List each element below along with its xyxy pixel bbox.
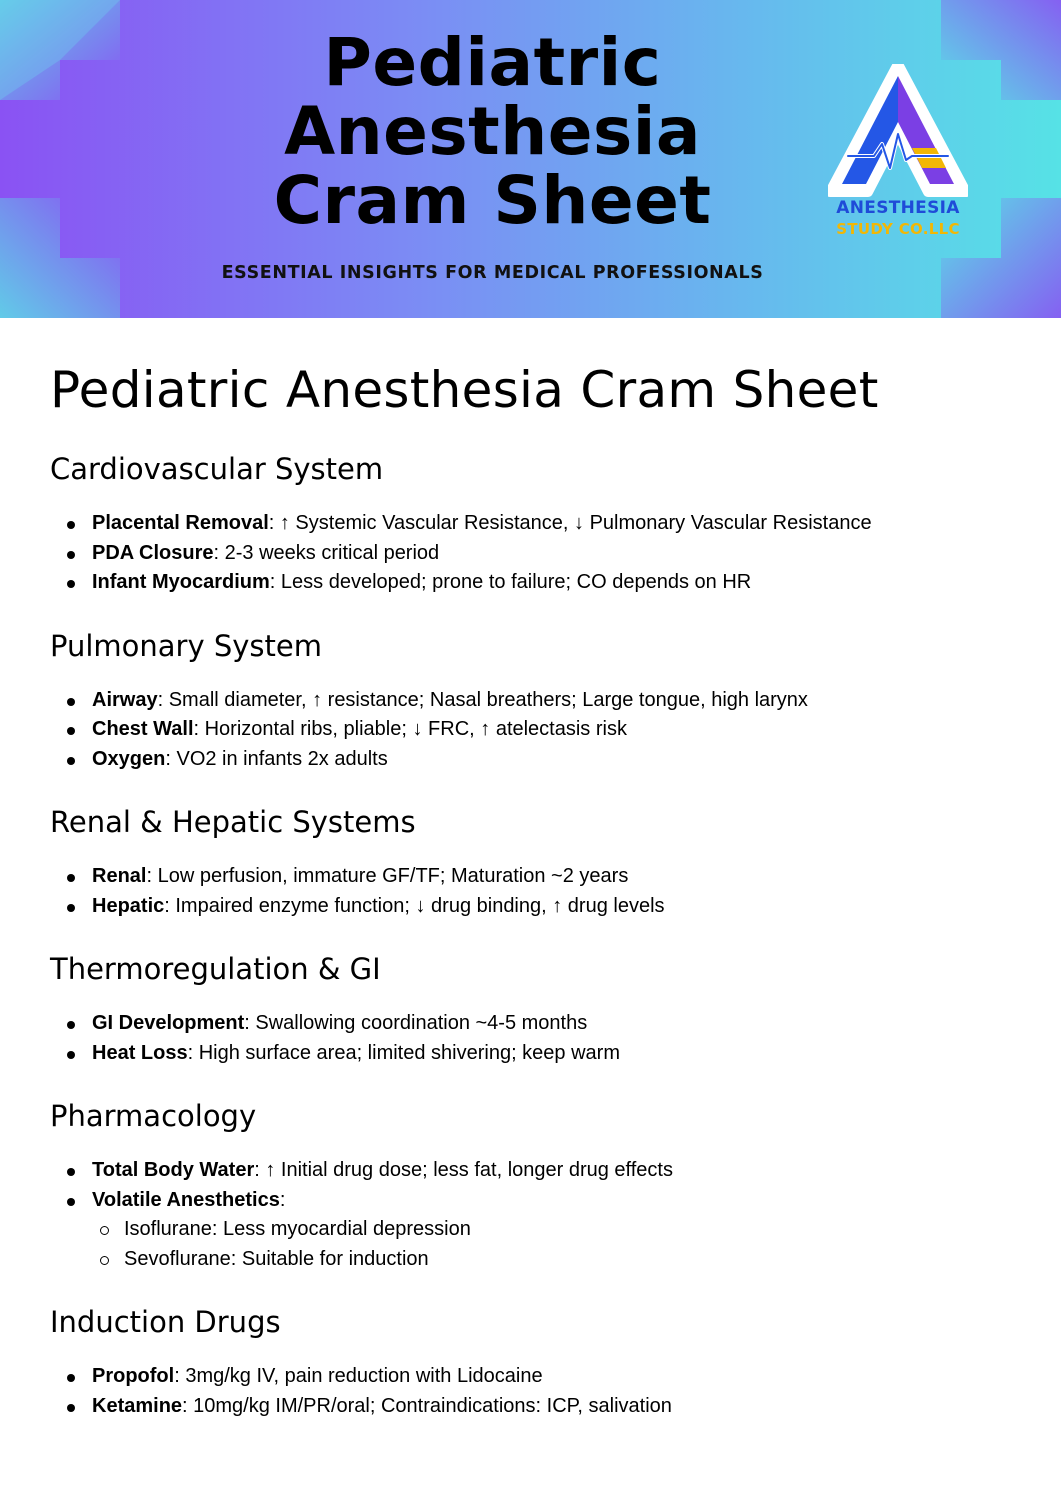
item-text: : Small diameter, ↑ resistance; Nasal breathers; Large tongue, high larynx — [157, 688, 808, 711]
list-item — [50, 862, 1030, 892]
item-term: Chest Wall — [92, 718, 194, 740]
bullet-list — [50, 686, 1030, 775]
item-text: : High surface area; limited shivering; keep warm — [187, 1041, 620, 1064]
item-text: : Less developed; prone to failure; CO depends on HR — [269, 571, 752, 593]
list-item — [50, 1392, 1030, 1422]
item-term: Hepatic — [92, 894, 165, 917]
item-text: : Impaired enzyme function; ↓ drug binding, ↑ drug levels — [164, 894, 665, 917]
section-heading: Cardiovascular System — [50, 452, 384, 486]
logo-text-line2: STUDY CO.LLC — [836, 220, 960, 238]
list-item — [50, 1156, 1030, 1186]
banner-title-line: Anesthesia — [284, 93, 701, 170]
logo-text-line1: ANESTHESIA — [836, 198, 960, 218]
item-term: Oxygen — [92, 747, 166, 770]
list-item — [50, 715, 1030, 745]
list-item — [50, 892, 1030, 922]
item-term: GI Development — [92, 1012, 245, 1034]
bullet-list — [50, 509, 1030, 598]
sub-list-item: Sevoflurane: Suitable for induction — [92, 1245, 1030, 1275]
list-item — [50, 1362, 1030, 1392]
item-text: : 3mg/kg IV, pain reduction with Lidocaine — [174, 1365, 543, 1387]
item-term: Total Body Water — [92, 1159, 255, 1181]
bullet-list — [50, 1156, 1030, 1274]
list-item — [50, 1039, 1030, 1069]
item-term: Placental Removal — [92, 512, 269, 534]
document-body — [50, 355, 1030, 1451]
banner-subtitle: ESSENTIAL INSIGHTS FOR MEDICAL PROFESSIONALS — [221, 263, 764, 283]
item-text: : VO2 in infants 2x adults — [165, 747, 388, 770]
item-term: Heat Loss — [92, 1041, 188, 1064]
list-item — [50, 568, 1030, 598]
item-text: : 10mg/kg IM/PR/oral; Contraindications: ICP, salivation — [182, 1394, 672, 1417]
section-heading: Induction Drugs — [50, 1305, 281, 1339]
item-text: : 2-3 weeks critical period — [213, 541, 440, 564]
section-heading: Pulmonary System — [50, 628, 323, 663]
list-item — [50, 1009, 1030, 1039]
page-title: Pediatric Anesthesia Cram Sheet — [50, 361, 879, 419]
header-banner — [0, 0, 1061, 318]
item-term: Renal — [92, 865, 147, 887]
banner-title-line: Pediatric — [323, 24, 662, 101]
bullet-list — [50, 862, 1030, 921]
list-item — [50, 745, 1030, 775]
sub-list — [92, 1215, 1030, 1274]
list-item — [50, 686, 1030, 716]
section-heading: Thermoregulation & GI — [50, 952, 381, 986]
bullet-list — [50, 1009, 1030, 1068]
item-text: : Swallowing coordination ~4-5 months — [244, 1012, 588, 1034]
item-term: PDA Closure — [92, 541, 214, 564]
section-heading: Renal & Hepatic Systems — [50, 805, 416, 839]
bullet-list — [50, 1362, 1030, 1421]
item-text: : — [279, 1188, 286, 1211]
item-term: Volatile Anesthetics — [92, 1188, 280, 1211]
item-text: : ↑ Systemic Vascular Resistance, ↓ Pulmonary Vascular Resistance — [268, 512, 872, 534]
item-text: : ↑ Initial drug dose; less fat, longer drug effects — [254, 1159, 673, 1181]
item-term: Airway — [92, 688, 158, 711]
item-term: Infant Myocardium — [92, 571, 270, 593]
banner-title-line: Cram Sheet — [273, 162, 712, 239]
section-heading: Pharmacology — [50, 1099, 257, 1133]
company-logo — [828, 64, 968, 249]
anesthesia-logo-icon — [828, 64, 968, 199]
item-term: Propofol — [92, 1365, 175, 1387]
sub-list-item: Isoflurane: Less myocardial depression — [92, 1215, 1030, 1245]
item-term: Ketamine — [92, 1394, 183, 1417]
item-text: : Low perfusion, immature GF/TF; Maturation ~2 years — [146, 865, 629, 887]
list-item — [50, 1186, 1030, 1275]
item-text: : Horizontal ribs, pliable; ↓ FRC, ↑ atelectasis risk — [193, 718, 627, 740]
list-item — [50, 539, 1030, 569]
list-item — [50, 509, 1030, 539]
